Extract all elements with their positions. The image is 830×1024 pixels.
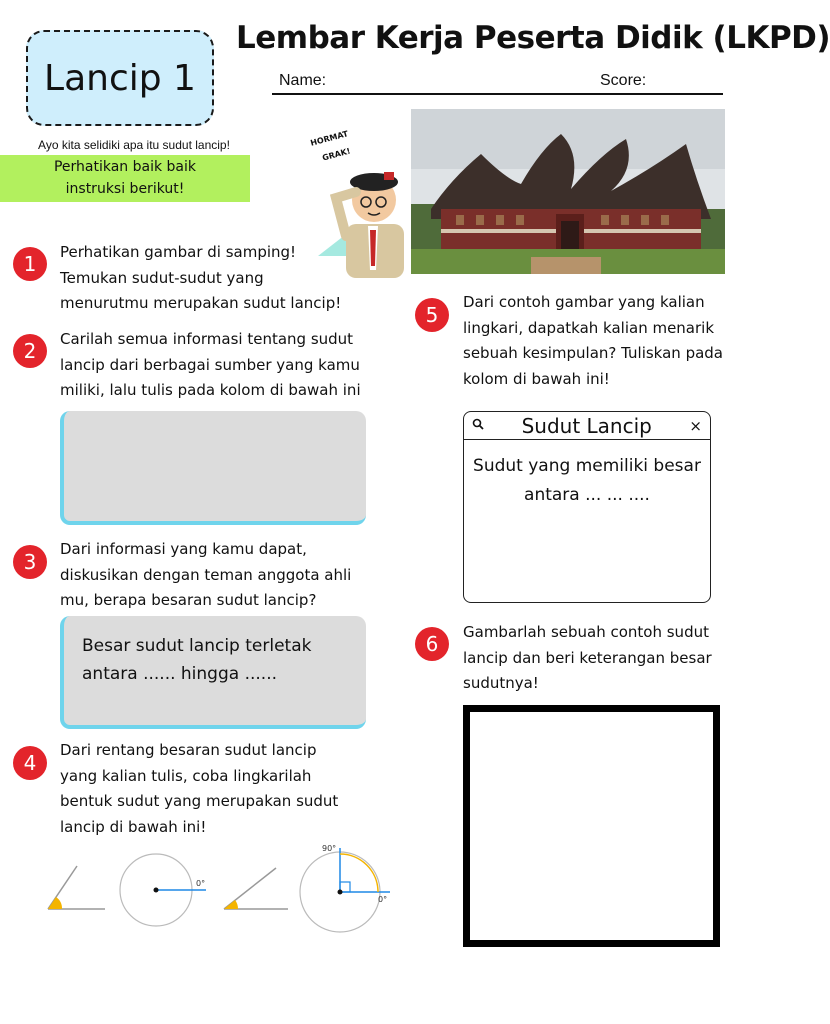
step-4-line: yang kalian tulis, coba lingkarilah: [60, 766, 312, 785]
step-2-text: [60, 327, 380, 404]
step-1-line: Perhatikan gambar di samping!: [60, 243, 297, 261]
step-6-line: sudutnya!: [463, 674, 539, 692]
conclusion-line-2: antara ... ... ....: [524, 485, 650, 505]
conclusion-line-1: Sudut yang memiliki besar: [473, 456, 701, 476]
right-angle-circle-figure[interactable]: [118, 854, 214, 928]
acute-angle-figure-1[interactable]: [40, 860, 110, 916]
step-4-text: [60, 738, 380, 840]
rumah-gadang-photo: [411, 109, 725, 274]
search-box-title: Sudut Lancip: [521, 413, 652, 438]
step-5-number: 5: [415, 298, 449, 332]
step-2-answer-box[interactable]: [60, 411, 366, 525]
lesson-badge: [26, 30, 214, 126]
step-1-text: [60, 240, 360, 317]
step-4-line: lancip di bawah ini!: [60, 817, 207, 836]
step-6-line: Gambarlah sebuah contoh sudut: [463, 623, 709, 641]
step-1-line: Temukan sudut-sudut yang: [60, 268, 264, 287]
traditional-house-image: [411, 109, 725, 274]
name-score-line[interactable]: [272, 93, 723, 95]
step-4-line: Dari rentang besaran sudut lancip: [60, 741, 317, 759]
drawing-area[interactable]: [463, 705, 720, 947]
step-2-line: Carilah semua informasi tentang sudut: [60, 330, 354, 348]
step-1-line: menurutmu merupakan sudut lancip!: [60, 294, 342, 312]
step-3-number: 3: [13, 545, 47, 579]
step-2-line: miliki, lalu tulis pada kolom di bawah ini: [60, 381, 361, 399]
speech-line-2: GRAK!: [321, 146, 352, 163]
speech-line-1: HORMAT: [309, 129, 350, 148]
page-title: Lembar Kerja Peserta Didik (LKPD): [236, 20, 830, 56]
step-3-line: diskusikan dengan teman anggota ahli: [60, 565, 352, 584]
step-1-number: 1: [13, 247, 47, 281]
zero-degree-label-2: 0°: [378, 895, 388, 904]
search-icon: [472, 418, 484, 434]
step-5-line: lingkari, dapatkah kalian menarik: [463, 318, 715, 337]
step-3-text: [60, 537, 380, 614]
step-3-line: mu, berapa besaran sudut lancip?: [60, 591, 317, 609]
close-icon[interactable]: ×: [689, 416, 702, 435]
step-2-number: 2: [13, 334, 47, 368]
instruction-line-2: instruksi berikut!: [65, 181, 185, 197]
step-4-number: 4: [13, 746, 47, 780]
ninety-degree-label: 90°: [322, 844, 337, 853]
name-label: Name:: [279, 72, 327, 89]
step-6-number: 6: [415, 627, 449, 661]
zero-degree-label-1: 0°: [196, 879, 206, 888]
answer-line-2: antara ...... hingga ......: [82, 664, 278, 684]
conclusion-search-box[interactable]: [463, 411, 711, 603]
step-5-text: [463, 290, 753, 392]
answer-line-1: Besar sudut lancip terletak: [82, 636, 312, 656]
step-4-line: bentuk sudut yang merupakan sudut: [60, 792, 339, 810]
step-2-line: lancip dari berbagai sumber yang kamu: [60, 355, 360, 374]
step-6-line: lancip dan beri keterangan besar: [463, 648, 712, 667]
instruction-highlight: [0, 155, 250, 202]
search-box-header: [464, 412, 710, 440]
instruction-line-1: Perhatikan baik baik: [53, 159, 197, 175]
step-3-line: Dari informasi yang kamu dapat,: [60, 540, 307, 558]
step-5-line: Dari contoh gambar yang kalian: [463, 293, 705, 311]
step-3-answer-box[interactable]: [60, 616, 366, 729]
right-angle-quarter-figure[interactable]: [298, 840, 394, 934]
intro-text: Ayo kita selidiki apa itu sudut lancip!: [38, 138, 230, 152]
step-5-line: sebuah kesimpulan? Tuliskan pada: [463, 344, 723, 362]
step-5-line: kolom di bawah ini!: [463, 369, 610, 388]
acute-angle-figure-2[interactable]: [216, 860, 292, 916]
score-label: Score:: [600, 72, 647, 89]
step-6-text: [463, 620, 753, 697]
lesson-badge-label: Lancip 1: [44, 57, 196, 99]
